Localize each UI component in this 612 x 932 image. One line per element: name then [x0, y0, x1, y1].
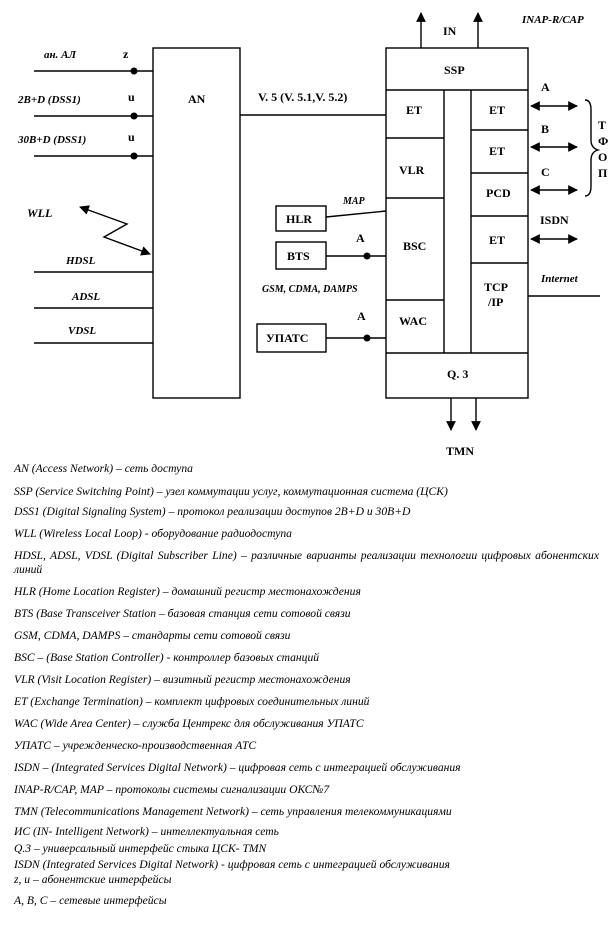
tcp-label: TCP — [484, 280, 508, 294]
ssp-label: SSP — [444, 63, 465, 77]
tfop-t: Т — [598, 118, 607, 132]
an-al-label: ан. АЛ — [44, 49, 76, 61]
dot-a-upats — [364, 335, 371, 342]
c-label: C — [541, 165, 550, 179]
adsl-label: ADSL — [72, 291, 101, 303]
tfop-o: О — [598, 150, 608, 164]
inap-label: INAP-R/CAP — [522, 14, 584, 26]
wac-label: WAC — [399, 314, 428, 328]
30bd-label: 30B+D (DSS1) — [18, 134, 87, 146]
dot-a-bts — [364, 253, 371, 260]
legend — [14, 462, 599, 908]
isdn-label: ISDN — [540, 213, 569, 227]
a-bts-label: A — [356, 231, 365, 245]
a-label: A — [541, 80, 550, 94]
tfop-brace — [585, 100, 598, 196]
vdsl-label: VDSL — [68, 325, 97, 337]
tmn-label: TMN — [446, 444, 474, 458]
internet-label: Internet — [541, 273, 578, 285]
legend-item: ISDN – (Integrated Services Digital Network) – цифровая сеть с интеграцией обслуживания — [14, 761, 461, 774]
legend-item: HLR (Home Location Register) – домашний регистр местонахождения — [14, 585, 361, 598]
hdsl-label: HDSL — [66, 255, 96, 267]
legend-item: WLL (Wireless Local Loop) - оборудование радиодоступа — [14, 527, 292, 540]
in-label: IN — [443, 24, 457, 38]
et-left-label: ET — [406, 103, 423, 117]
a-upats-label: A — [357, 309, 366, 323]
b-label: B — [541, 122, 550, 136]
iface-z: z — [123, 47, 129, 61]
an-box-label: AN — [188, 92, 206, 106]
legend-item: BSC – (Base Station Controller) - контроллер базовых станций — [14, 651, 320, 664]
v5-label: V. 5 (V. 5.1,V. 5.2) — [258, 90, 348, 104]
bts-label: BTS — [287, 249, 310, 263]
map-label: MAP — [343, 196, 365, 207]
legend-item: BTS (Base Transceiver Station – базовая станция сети сотовой связи — [14, 607, 351, 620]
iface-u2: u — [128, 130, 135, 144]
upats-label: УПАТС — [266, 331, 309, 345]
dot-z — [131, 68, 138, 75]
legend-item: z, u – абонентские интерфейсы — [14, 873, 172, 886]
legend-item: Q.3 – универсальный интерфейс стыка ЦСК- TMN — [14, 842, 267, 855]
ip-label: /IP — [488, 295, 504, 309]
pcd-label: PCD — [486, 186, 511, 200]
vlr-label: VLR — [399, 163, 425, 177]
2bd-label: 2B+D (DSS1) — [18, 94, 81, 106]
legend-item: HDSL, ADSL, VDSL (Digital Subscriber Line) – различные варианты реализации технологии цифровых абонентских линий — [14, 549, 599, 576]
et-isdn-label: ET — [489, 233, 506, 247]
legend-item: ИС (IN- Intelligent Network) – интеллектуальная сеть — [14, 825, 279, 838]
et-right-2-label: ET — [489, 144, 506, 158]
legend-item: УПАТС – учрежденческо-производственная АТС — [14, 739, 257, 752]
legend-item: ISDN (Integrated Services Digital Network) - цифровая сеть с интеграцией обслуживания — [14, 858, 450, 871]
gsm-label: GSM, CDMA, DAMPS — [262, 284, 358, 295]
legend-item: GSM, CDMA, DAMPS – стандарты сети сотовой связи — [14, 629, 291, 642]
dot-u1 — [131, 113, 138, 120]
tfop-p: П — [598, 166, 608, 180]
line-hlr-bsc — [326, 211, 386, 217]
legend-item: INAP-R/CAP, MAP – протоколы системы сигнализации ОКС№7 — [14, 783, 330, 796]
legend-item: A, B, C – сетевые интерфейсы — [14, 894, 167, 907]
legend-item: AN (Access Network) – сеть доступа — [14, 462, 193, 475]
et-right-1-label: ET — [489, 103, 506, 117]
legend-item: DSS1 (Digital Signaling System) – протокол реализации доступов 2B+D и 30B+D — [14, 505, 411, 518]
legend-item: WAC (Wide Area Center) – служба Центрекс для обслуживания УПАТС — [14, 717, 364, 730]
tfop-f: Ф — [598, 134, 609, 148]
hlr-label: HLR — [286, 212, 313, 226]
iface-u1: u — [128, 90, 135, 104]
wll-radio-link — [80, 207, 150, 254]
network-diagram — [0, 0, 612, 462]
ssp-box — [386, 48, 528, 398]
wll-label: WLL — [27, 206, 53, 220]
legend-item: VLR (Visit Location Register) – визитный регистр местонахождения — [14, 673, 351, 686]
legend-item: SSP (Service Switching Point) – узел коммутации услуг, коммутационная система (ЦСК) — [14, 485, 448, 498]
bsc-label: BSC — [403, 239, 427, 253]
dot-u2 — [131, 153, 138, 160]
q3-label: Q. 3 — [447, 367, 469, 381]
legend-item: ET (Exchange Termination) – комплект цифровых соединительных линий — [14, 695, 370, 708]
legend-item: TMN (Telecommunications Management Network) – сеть управления телекоммуникациями — [14, 805, 452, 818]
